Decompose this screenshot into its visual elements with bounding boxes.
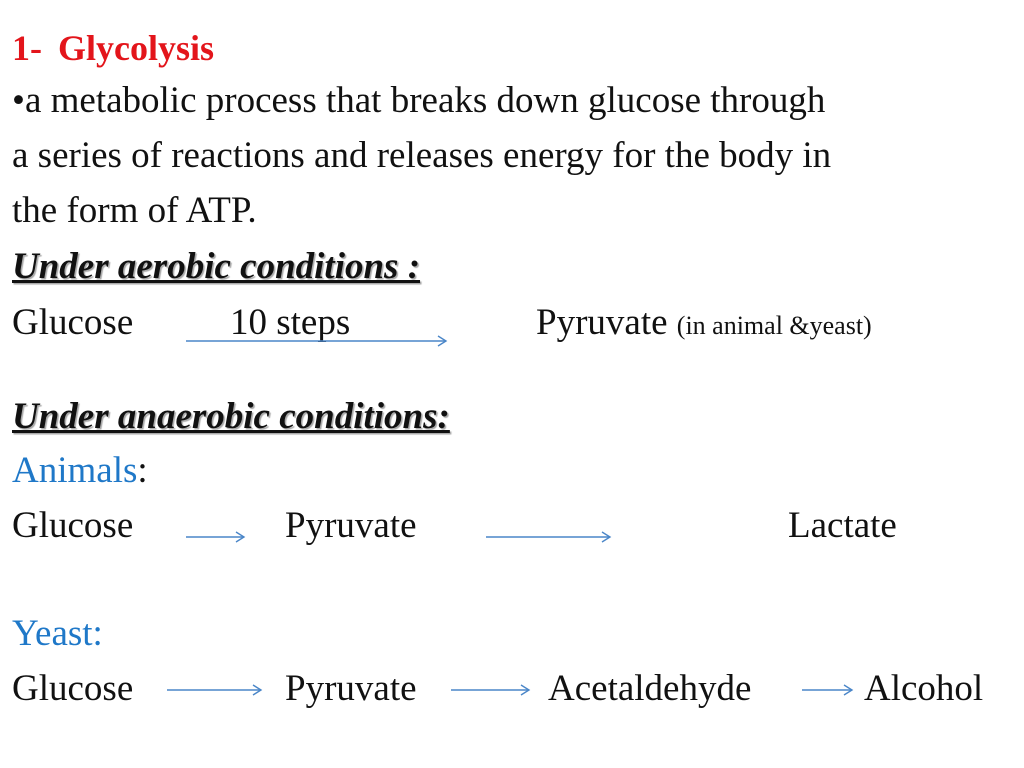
title-text: Glycolysis [58,28,215,68]
definition-line-1: •a metabolic process that breaks down glucose through [12,80,826,121]
animals-arrow-2 [486,531,614,543]
aerobic-arrow-label: 10 steps [230,302,351,343]
animals-label-colon: : [137,450,148,491]
animals-reactant: Glucose [12,505,134,546]
animals-arrow-1 [186,531,248,543]
aerobic-reactant: Glucose [12,302,134,343]
aerobic-product [536,301,872,348]
aerobic-note: (in animal &yeast) [676,311,872,340]
definition-line-3: the form of ATP. [12,190,257,231]
title-number: 1- [12,28,42,68]
yeast-arrow-3 [802,684,856,696]
yeast-arrow-1 [167,684,265,696]
definition-line-2: a series of reactions and releases energy for the body in [12,135,832,176]
animals-product: Lactate [788,505,897,546]
yeast-arrow-2 [451,684,533,696]
animals-label-text: Animals [12,450,138,491]
animals-label [12,449,148,493]
yeast-reactant: Glucose [12,668,134,709]
yeast-intermediate-2: Acetaldehyde [548,668,752,709]
aerobic-heading: Under aerobic conditions : [12,246,421,287]
yeast-label: Yeast: [12,613,103,654]
aerobic-arrow [186,335,450,347]
anaerobic-heading: Under anaerobic conditions: [12,396,450,437]
yeast-intermediate: Pyruvate [285,668,417,709]
yeast-product: Alcohol [864,668,984,709]
slide-title [12,26,214,70]
animals-intermediate: Pyruvate [285,505,417,546]
aerobic-product-name: Pyruvate [536,302,668,343]
